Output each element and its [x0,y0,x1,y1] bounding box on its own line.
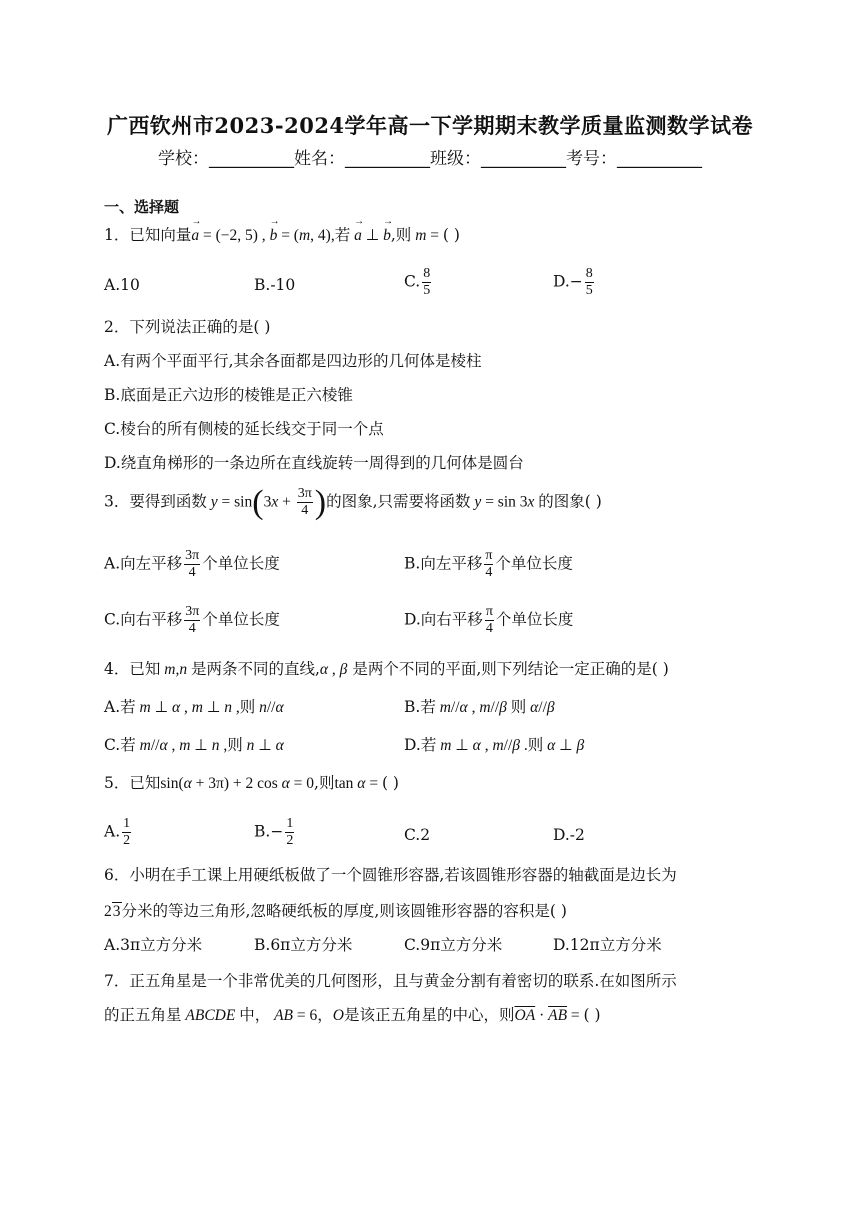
student-info-line: 学校：__________姓名：__________班级：__________考号：__________ [158,149,702,169]
q2-option-c[interactable]: C.棱台的所有侧棱的延长线交于同一个点 [104,420,384,438]
q6-option-a[interactable]: A.3π立方分米 [104,936,203,954]
question-1-stem: 1．已知向量→ a = (−2, 5) , → b = (m, 4),若 → a ⊥ → b,则 m = ( ) [104,226,460,246]
question-6-line2: 23分米的等边三角形,忽略硬纸板的厚度,则该圆锥形容器的容积是( ) [104,902,567,920]
q4-option-d[interactable]: D.若 m ⊥ α , m//β .则 α ⊥ β [404,736,585,754]
question-5-stem: 5．已知sin(α + 3π) + 2 cos α = 0,则tan α = ( ) [104,774,399,792]
q2-option-d[interactable]: D.绕直角梯形的一条边所在直线旋转一周得到的几何体是圆台 [104,454,524,472]
q3-option-c[interactable]: C.向右平移 $\frac{3\pi}{4}$ 个单位长度 [104,604,280,637]
q3-option-a[interactable]: A.向左平移 $\frac{3\pi}{4}$ 个单位长度 [104,548,280,581]
q6-option-c[interactable]: C.9π立方分米 [404,936,503,954]
q3-option-b[interactable]: B.向左平移 $\frac{\pi}{4}$ 个单位长度 [404,548,573,581]
q5-option-d[interactable]: D.-2 [553,826,585,844]
q4-option-a[interactable]: A.若 m ⊥ α , m ⊥ n ,则 n//α [104,698,284,716]
q3-option-d[interactable]: D.向右平移 $\frac{\pi}{4}$ 个单位长度 [404,604,574,637]
question-6-line1: 6．小明在手工课上用硬纸板做了一个圆锥形容器,若该圆锥形容器的轴截面是边长为 [104,866,677,884]
q1-option-c[interactable]: C. $\frac{8}{5}$ [404,266,431,299]
q6-option-d[interactable]: D.12π立方分米 [553,936,662,954]
q4-option-c[interactable]: C.若 m//α , m ⊥ n ,则 n ⊥ α [104,736,284,754]
question-4-stem: 4．已知 m,n 是两条不同的直线,α , β 是两个不同的平面,则下列结论一定正确的是( ) [104,660,669,678]
question-7-line1: 7．正五角星是一个非常优美的几何图形，且与黄金分割有着密切的联系.在如图所示 [104,972,677,990]
section-heading: 一、选择题 [104,198,180,216]
page-title: 广西钦州市2023-2024学年高一下学期期末教学质量监测数学试卷 [106,113,754,138]
q2-option-b[interactable]: B.底面是正六边形的棱锥是正六棱锥 [104,386,353,404]
q5-option-c[interactable]: C.2 [404,826,431,844]
q5-option-a[interactable]: A. $\frac{1}{2}$ [104,816,131,849]
q4-option-b[interactable]: B.若 m//α , m//β 则 α//β [404,698,555,716]
question-3-stem: 3．要得到函数 y = sin(3x + $\frac{3\pi}{4}$ )的图象,只需要将函数 y = sin 3x 的图象( ) [104,484,602,521]
question-7-line2: 的正五角星 ABCDE 中， AB = 6，O是该正五角星的中心，则$\overline{OA} \cdot \overline{AB}$ = ( ) [104,1006,601,1024]
q1-option-b[interactable]: B.-10 [254,276,296,294]
q6-option-b[interactable]: B.6π立方分米 [254,936,353,954]
q5-option-b[interactable]: B.− $\frac{1}{2}$ [254,816,294,849]
question-2-stem: 2．下列说法正确的是( ) [104,318,271,336]
q1-option-d[interactable]: D.− $\frac{8}{5}$ [553,266,593,299]
q1-option-a[interactable]: A.10 [104,276,140,294]
q2-option-a[interactable]: A.有两个平面平行,其余各面都是四边形的几何体是棱柱 [104,352,482,370]
